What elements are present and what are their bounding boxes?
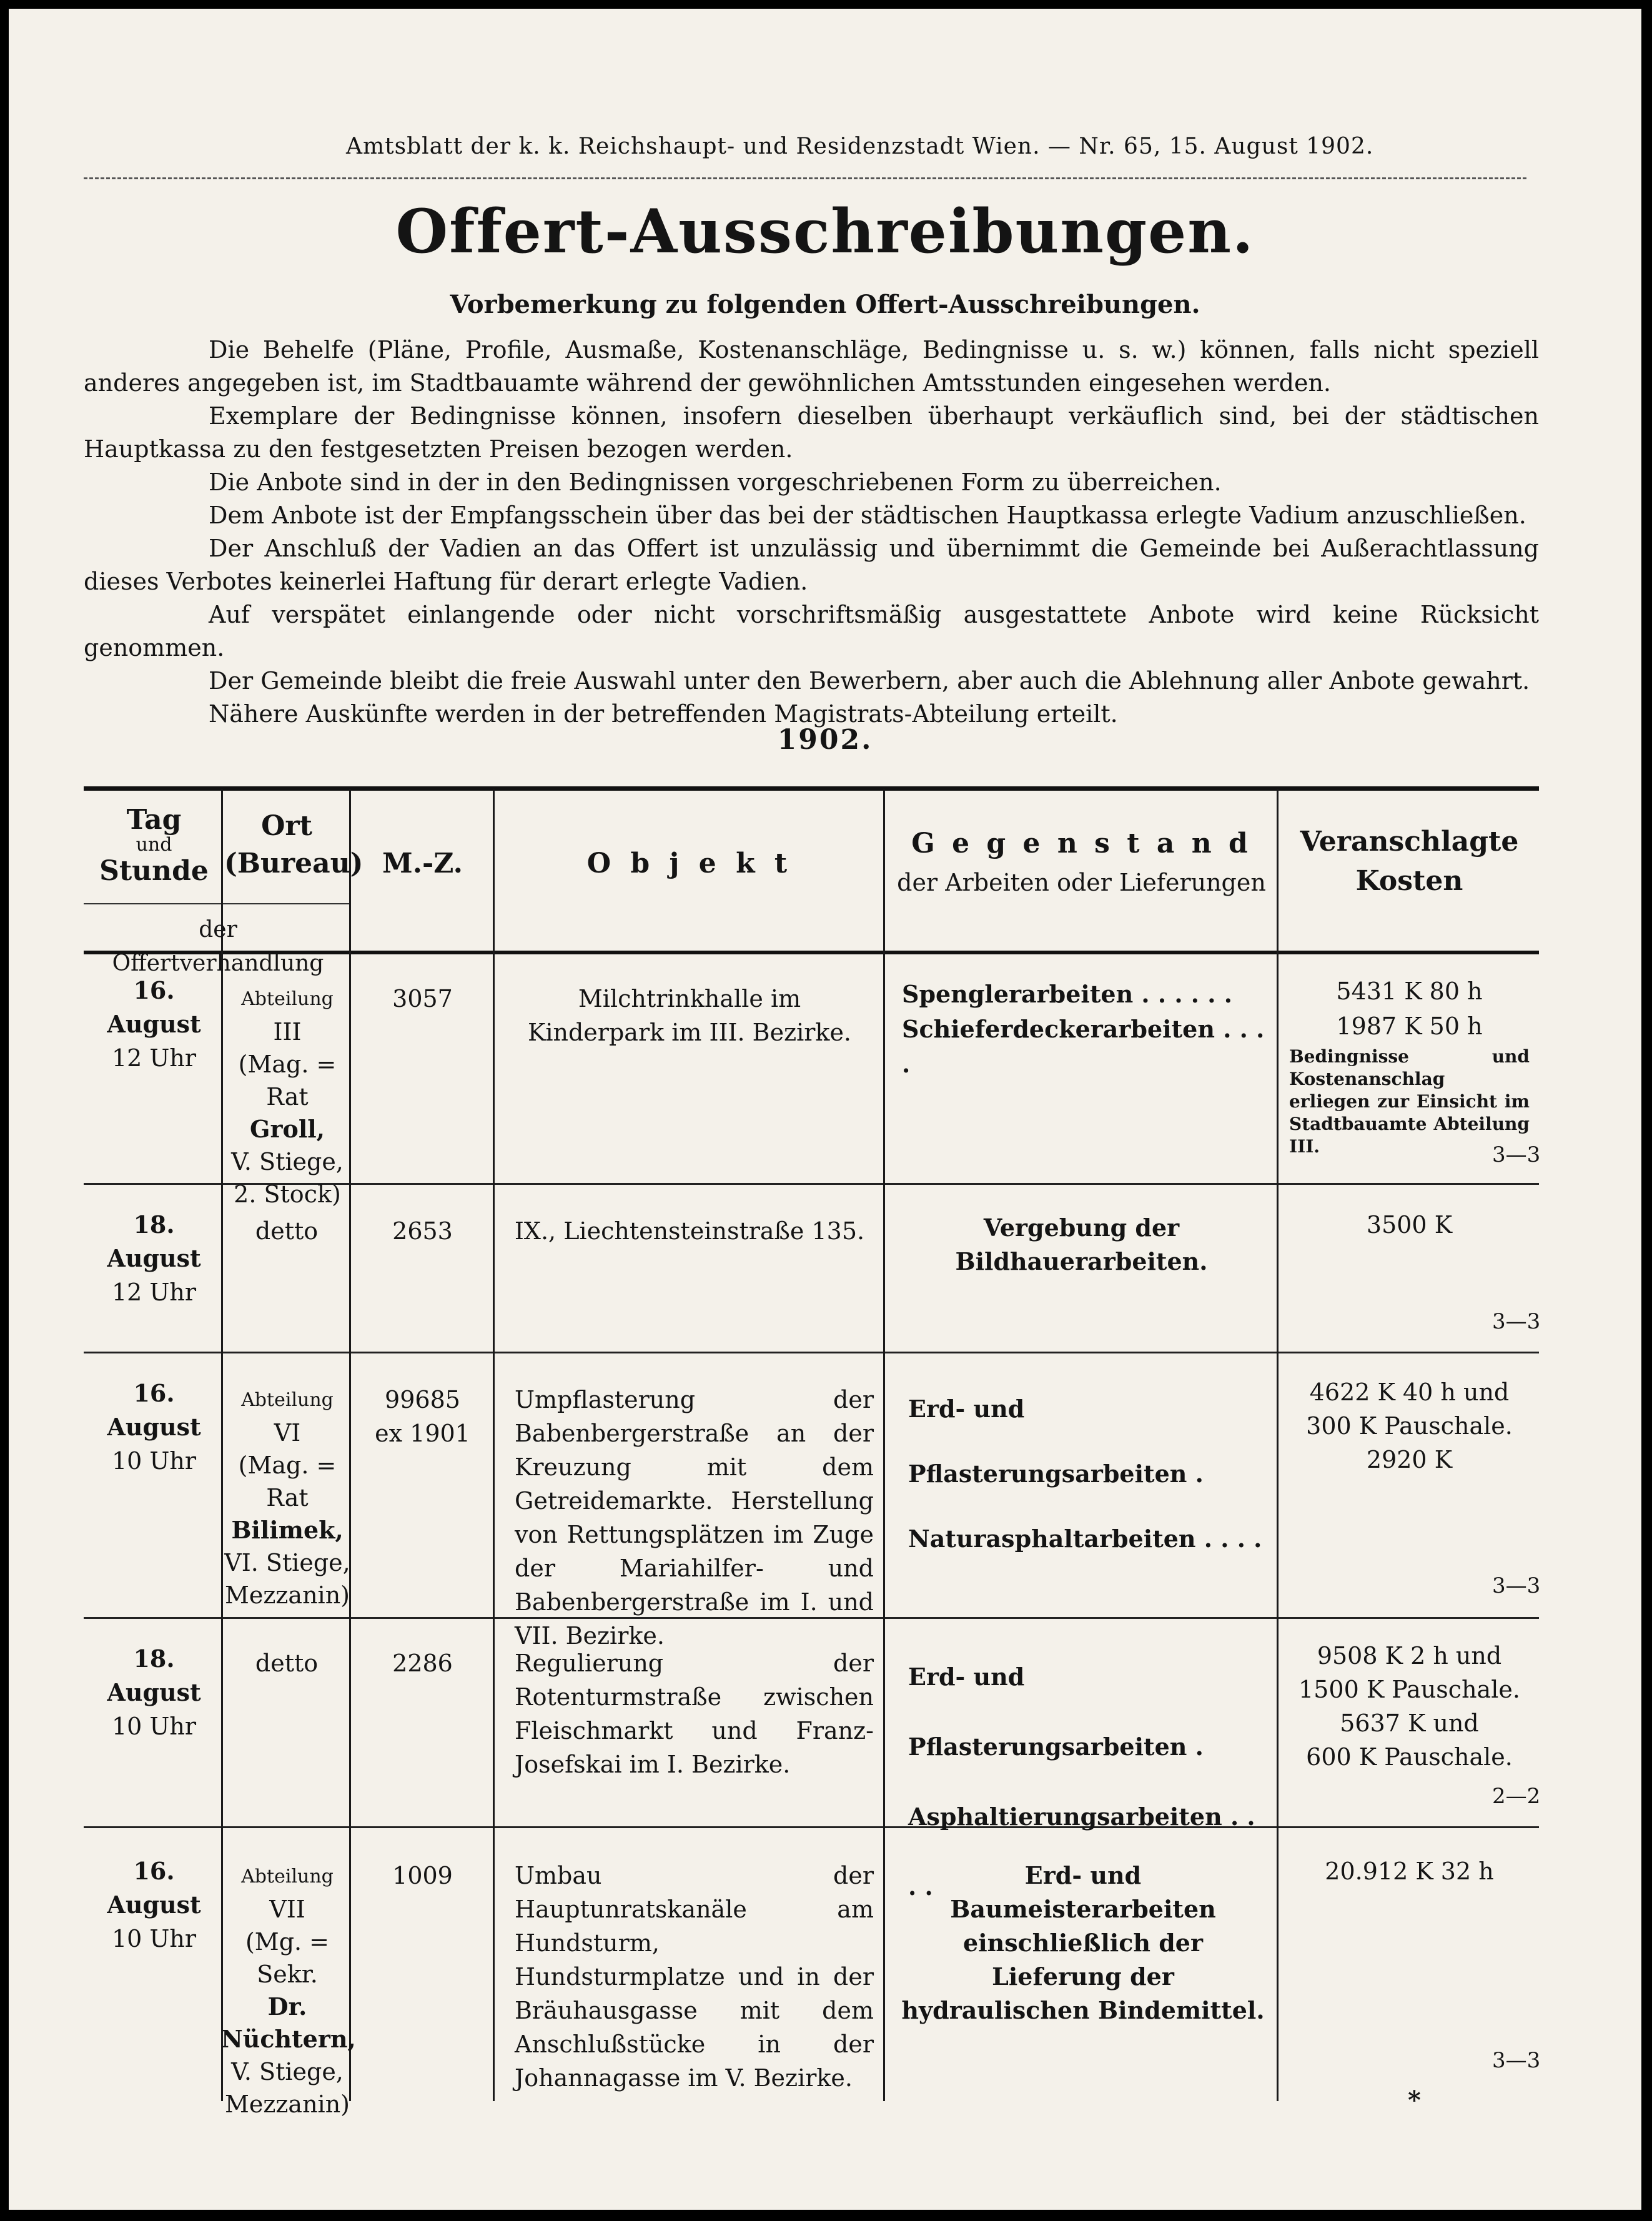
table-row-gegenstand: Erd- und Baumeisterarbeiten einschließlich der Lieferung der hydraulischen Bindemittel.: [901, 1861, 1265, 2024]
ort-line: Mezzanin): [224, 1581, 350, 1609]
header-ort: Ort: [261, 810, 312, 842]
reference-mark: 3—3: [1492, 1573, 1541, 1598]
time: 12 Uhr: [111, 1044, 197, 1072]
intro-paragraph: Der Gemeinde bleibt die freie Auswahl unter den Bewerbern, aber auch die Ablehnung aller Anbote gewahrt.: [209, 667, 1530, 695]
ort-line: Nüchtern,: [221, 2025, 356, 2053]
ort-line: V. Stiege,: [231, 1148, 344, 1175]
preliminary-heading: Vorbemerkung zu folgenden Offert-Ausschreibungen.: [450, 290, 1200, 319]
ort-line: VI: [274, 1419, 301, 1447]
footer-asterisk: *: [1408, 2085, 1421, 2115]
table-row-kosten: [1280, 1639, 1539, 1774]
date: 16. August: [107, 1379, 201, 1441]
table-row-date: [90, 1377, 218, 1478]
table-row-ort: [221, 1384, 354, 1611]
table-row-ort: detto: [255, 1650, 319, 1677]
kosten-line: 600 K Pauschale.: [1306, 1743, 1513, 1771]
preliminary-text: [84, 334, 1539, 731]
ort-line: VII: [269, 1896, 305, 1923]
ort-line: VI. Stiege,: [224, 1549, 350, 1576]
ort-line: 2. Stock): [234, 1180, 341, 1208]
header-objekt: O b j e k t: [586, 848, 793, 879]
intro-paragraph: Nähere Auskünfte werden in der betreffenden Magistrats-Abteilung erteilt.: [209, 700, 1118, 728]
table-row-objekt: Milchtrinkhalle im Kinderpark im III. Bezirke.: [527, 985, 852, 1046]
kosten-line: 300 K Pauschale.: [1306, 1412, 1513, 1440]
table-row-mz: 1009: [392, 1862, 453, 1889]
ort-line: Mezzanin): [224, 2090, 350, 2118]
ort-line: Dr.: [267, 1992, 307, 2021]
kosten-line: 2920 K: [1366, 1446, 1453, 1473]
table-row-mz: [352, 1383, 493, 1450]
intro-paragraph: Die Behelfe (Pläne, Profile, Ausmaße, Kostenanschläge, Bedingnisse u. s. w.) können, falls nicht speziell anderes angegeben ist, im Stadtbauamte während der gewöhnlichen Amtsstunden eingesehen werden.: [84, 336, 1539, 397]
header-kosten-2: Kosten: [1355, 865, 1463, 897]
intro-paragraph: Die Anbote sind in der in den Bedingnissen vorgeschriebenen Form zu überreichen.: [209, 468, 1222, 496]
table-row-date: [90, 1642, 218, 1743]
row-separator: [84, 1352, 1539, 1353]
header-rule: [84, 177, 1526, 179]
header-kosten-1: Veranschlagte: [1300, 826, 1519, 858]
header-offertverhandlung: der Offertverhandlung: [112, 917, 324, 976]
running-header: Amtsblatt der k. k. Reichshaupt- und Residenzstadt Wien. — Nr. 65, 15. August 1902.: [346, 134, 1374, 159]
ort-line: Abteilung: [241, 1389, 334, 1411]
reference-mark: 3—3: [1492, 1309, 1541, 1334]
table-row-objekt: Umpflasterung der Babenbergerstraße an der Kreuzung mit dem Getreidemarkte. Herstellung von Rettungsplätzen im Zuge der Mariahilfer- und Babenbergerstraße im I. und VII. Bezirke.: [515, 1386, 874, 1650]
kosten-line: 1500 K Pauschale.: [1298, 1676, 1520, 1703]
column-divider: [883, 789, 885, 2101]
ort-line: Bilimek,: [231, 1516, 344, 1544]
table-row-objekt: Regulierung der Rotenturmstraße zwischen Fleischmarkt und Franz-Josefskai im I. Bezirke.: [515, 1650, 874, 1778]
gegenstand-line: Asphaltierungsarbeiten . . . .: [908, 1803, 1255, 1901]
ort-line: Groll,: [250, 1115, 325, 1143]
table-row-objekt: Umbau der Hauptunratskanäle am Hundsturm, Hundsturmplatze und in der Bräuhausgasse mit dem Anschlußstücke in der Johannagasse im V. Bezirke.: [515, 1862, 874, 2092]
table-row-kosten: [1280, 974, 1539, 1044]
column-divider: [1277, 789, 1279, 2101]
table-row-ort: [221, 983, 354, 1210]
intro-paragraph: Exemplare der Bedingnisse können, insofern dieselben überhaupt verkäuflich sind, bei der städtischen Hauptkassa zu den festgesetzten Preisen bezogen werden.: [84, 402, 1539, 463]
gegenstand-line: Naturasphaltarbeiten . . . .: [908, 1525, 1262, 1553]
table-row-kosten: [1280, 1375, 1539, 1477]
table-top-rule: [84, 786, 1539, 791]
intro-paragraph: Dem Anbote ist der Empfangsschein über das bei der städtischen Hauptkassa erlegte Vadium anzuschließen.: [209, 502, 1526, 529]
reference-mark: 2—2: [1492, 1784, 1541, 1809]
table-row-gegenstand: [902, 977, 1270, 1082]
year-heading: 1902.: [777, 724, 873, 756]
table-row-mz: 3057: [392, 985, 453, 1012]
table-row-ort: detto: [255, 1217, 319, 1245]
kosten-line: 1987 K 50 h: [1336, 1012, 1483, 1040]
date: 18. August: [107, 1645, 201, 1706]
table-row-kosten: 3500 K: [1366, 1211, 1453, 1239]
mz-line: 99685: [385, 1386, 460, 1413]
table-row-kosten: 20.912 K 32 h: [1325, 1857, 1494, 1885]
document-page: [9, 9, 1641, 2210]
gegenstand-line: Spenglerarbeiten . . . . . .: [902, 980, 1232, 1008]
row-separator: [84, 1826, 1539, 1828]
header-tag: Tag: [126, 804, 182, 836]
ort-line: (Mg. = Sekr.: [245, 1928, 330, 1988]
table-row-mz: 2653: [392, 1217, 453, 1245]
time: 10 Uhr: [111, 1447, 197, 1475]
time: 10 Uhr: [111, 1925, 197, 1952]
page-title: Offert-Ausschreibungen.: [395, 196, 1255, 267]
column-divider: [493, 789, 495, 2101]
header-inner-rule: [84, 903, 349, 904]
header-mz: M.-Z.: [382, 848, 463, 879]
ort-line: III: [273, 1018, 302, 1046]
table-row-note: Bedingnisse und Kostenanschlag erliegen zur Einsicht im Stadtbauamte Abteilung III.: [1289, 1046, 1530, 1157]
date: 18. August: [107, 1210, 201, 1272]
table-row-objekt: IX., Liechtensteinstraße 135.: [514, 1217, 865, 1245]
date: 16. August: [107, 1857, 201, 1919]
ort-line: (Mag. = Rat: [238, 1051, 337, 1110]
header-und: und: [136, 834, 172, 856]
intro-paragraph: Auf verspätet einlangende oder nicht vorschriftsmäßig ausgestattete Anbote wird keine Rücksicht genommen.: [84, 601, 1539, 661]
kosten-line: 5431 K 80 h: [1336, 977, 1483, 1005]
table-row-ort: [221, 1861, 354, 2120]
intro-paragraph: Der Anschluß der Vadien an das Offert ist unzulässig und übernimmt die Gemeinde bei Außerachtlassung dieses Verbotes keinerlei Haftung für derart erlegte Vadien.: [84, 535, 1539, 595]
date: 16. August: [107, 976, 201, 1038]
header-gegenstand-sub: der Arbeiten oder Lieferungen: [897, 869, 1266, 896]
reference-mark: 3—3: [1492, 1142, 1541, 1167]
kosten-line: 4622 K 40 h und: [1309, 1378, 1510, 1406]
table-row-mz: 2286: [392, 1650, 453, 1677]
gegenstand-line: Erd- und Pflasterungsarbeiten .: [908, 1395, 1204, 1488]
header-bureau: (Bureau): [224, 848, 364, 879]
table-row-date: [90, 1854, 218, 1956]
time: 12 Uhr: [111, 1279, 197, 1306]
header-stunde: Stunde: [99, 855, 209, 887]
table-row-date: [90, 974, 218, 1075]
ort-line: Abteilung: [241, 988, 334, 1010]
kosten-line: 5637 K und: [1340, 1709, 1479, 1737]
kosten-line: 9508 K 2 h und: [1317, 1642, 1502, 1669]
ort-line: Abteilung: [241, 1866, 334, 1887]
ort-line: V. Stiege,: [231, 2058, 344, 2085]
table-row-gegenstand: Vergebung der Bildhauerarbeiten.: [955, 1214, 1208, 1275]
table-row-date: [90, 1208, 218, 1309]
gegenstand-line: Schieferdeckerarbeiten . . . .: [902, 1015, 1265, 1078]
gegenstand-line: Erd- und Pflasterungsarbeiten .: [908, 1663, 1204, 1761]
table-row-gegenstand: [908, 1377, 1270, 1571]
reference-mark: 3—3: [1492, 2048, 1541, 2073]
time: 10 Uhr: [111, 1713, 197, 1740]
header-gegenstand: G e g e n s t a n d: [911, 828, 1252, 859]
ort-line: (Mag. = Rat: [238, 1452, 337, 1511]
mz-line: ex 1901: [375, 1420, 470, 1447]
